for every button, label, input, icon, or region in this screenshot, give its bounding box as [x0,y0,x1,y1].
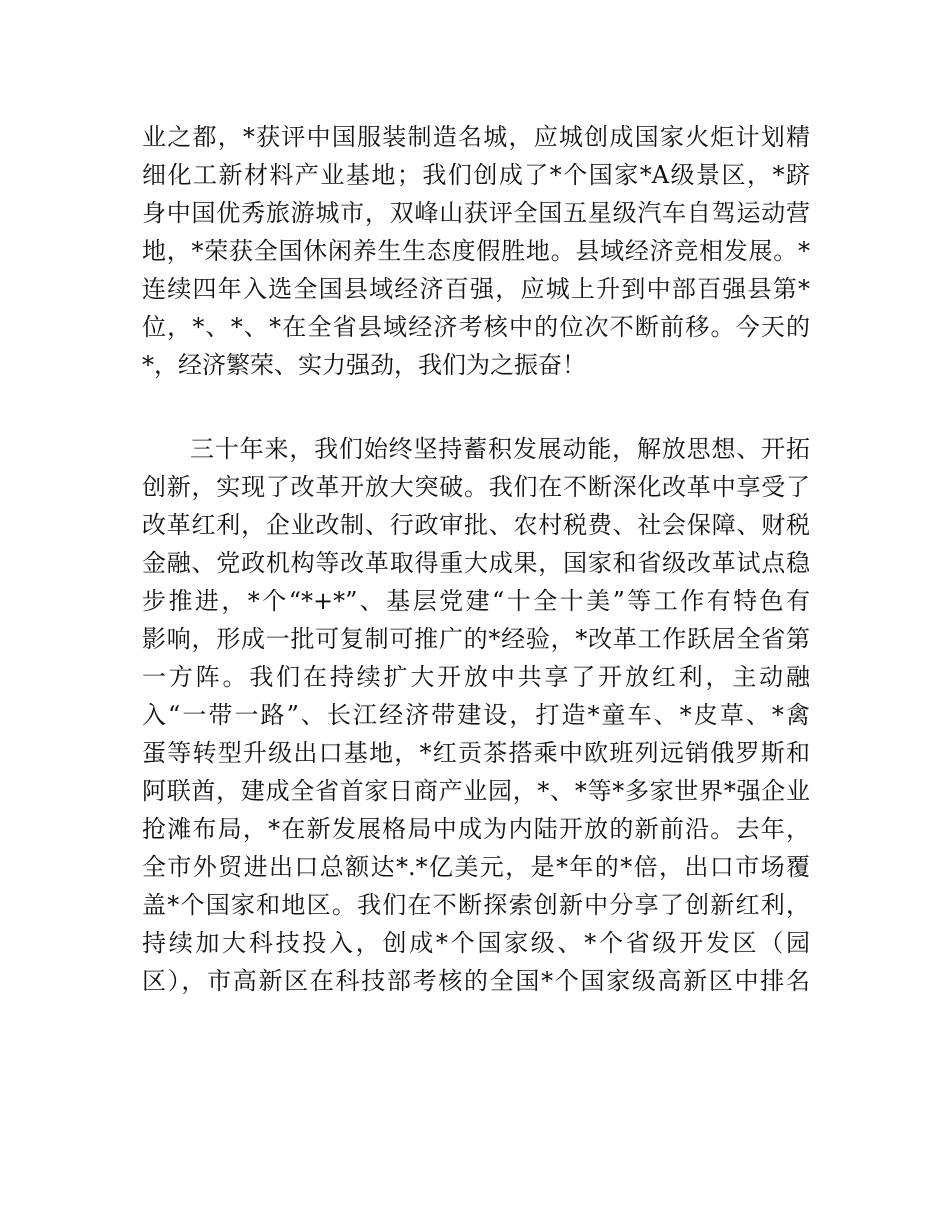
text-line: 步推进，*个“*+*”、基层党建“十全十美”等工作有特色有 [142,587,810,615]
text-line: 连续四年入选全国县域经济百强，应城上升到中部百强县第* [142,275,810,303]
text-line: 抢滩布局，*在新发展格局中成为内陆开放的新前沿。去年， [142,815,810,843]
text-line: 细化工新材料产业基地；我们创成了*个国家*A级景区，*跻 [142,161,810,189]
text-line: 全市外贸进出口总额达*.*亿美元，是*年的*倍，出口市场覆 [142,853,810,881]
text-line: 金融、党政机构等改革取得重大成果，国家和省级改革试点稳 [142,549,810,577]
text-line: 区），市高新区在科技部考核的全国*个国家级高新区中排名 [142,967,810,995]
text-line: 持续加大科技投入，创成*个国家级、*个省级开发区（园 [142,929,810,957]
text-line: 入“一带一路”、长江经济带建设，打造*童车、*皮草、*禽 [142,701,810,729]
paragraph-1 [142,118,810,384]
text-line: 影响，形成一批可复制可推广的*经验，*改革工作跃居全省第 [142,625,810,653]
text-line: 一方阵。我们在持续扩大开放中共享了开放红利，主动融 [142,663,810,691]
text-line: 位，*、*、*在全省县域经济考核中的位次不断前移。今天的 [142,313,810,341]
text-line: 阿联酋，建成全省首家日商产业园，*、*等*多家世界*强企业 [142,777,810,805]
paragraph-2 [142,430,810,1000]
text-line: 业之都，*获评中国服装制造名城，应城创成国家火炬计划精 [142,123,810,151]
text-line: 创新，实现了改革开放大突破。我们在不断深化改革中享受了 [142,473,810,501]
text-line: 地，*荣获全国休闲养生生态度假胜地。县域经济竞相发展。* [142,237,810,265]
text-line: 三十年来，我们始终坚持蓄积发展动能，解放思想、开拓 [190,435,810,463]
text-line: *，经济繁荣、实力强劲，我们为之振奋！ [142,351,586,379]
text-line: 改革红利，企业改制、行政审批、农村税费、社会保障、财税 [142,511,810,539]
text-line: 身中国优秀旅游城市，双峰山获评全国五星级汽车自驾运动营 [142,199,810,227]
text-line: 盖*个国家和地区。我们在不断探索创新中分享了创新红利， [142,891,810,919]
text-line: 蛋等转型升级出口基地，*红贡茶搭乘中欧班列远销俄罗斯和 [142,739,810,767]
